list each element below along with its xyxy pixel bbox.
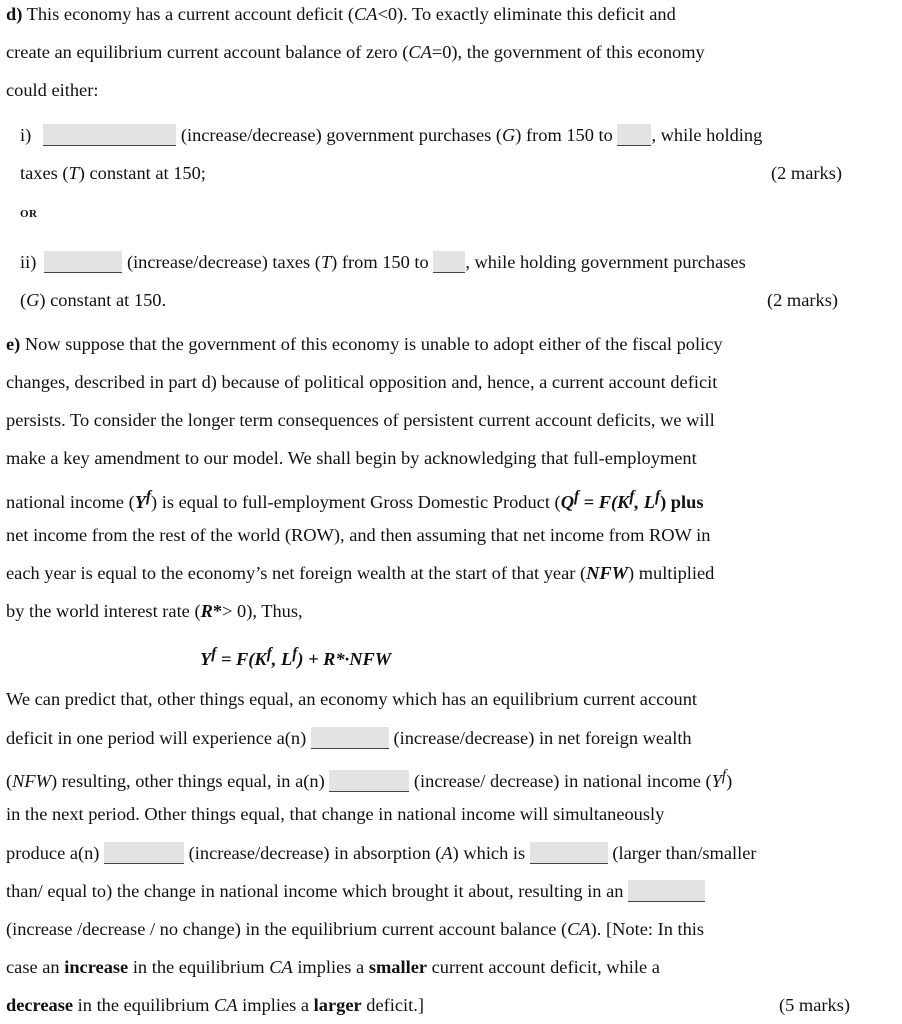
marks-ii: (2 marks) <box>767 290 838 310</box>
text: taxes ( <box>20 163 69 183</box>
text: (increase/decrease) in net foreign wealth <box>388 728 692 748</box>
text: (larger than/smaller <box>607 843 757 863</box>
part-e-line-3: persists. To consider the longer term consequences of persistent current account deficits, we will <box>6 410 715 430</box>
paragraph-line-4: in the next period. Other things equal, that change in national income will simultaneously <box>6 804 665 824</box>
text: , while holding <box>651 125 763 145</box>
text: CA <box>567 919 591 939</box>
text: , while holding government purchases <box>465 252 746 272</box>
paragraph-line-7 <box>6 918 704 940</box>
answer-blank-nfw-change[interactable] <box>311 727 389 749</box>
option-ii-line-1 <box>20 251 746 273</box>
text: (increase/decrease) taxes ( <box>122 252 321 272</box>
text: in the equilibrium <box>73 995 215 1015</box>
text: each year is equal to the economy’s net foreign wealth at the start of that year ( <box>6 563 587 583</box>
text: create an equilibrium current account balance of zero ( <box>6 42 409 62</box>
text: by the world interest rate ( <box>6 601 201 621</box>
paragraph-line-8 <box>6 956 660 978</box>
option-ii-line-2 <box>20 289 872 311</box>
text: G <box>26 290 40 310</box>
text: * <box>212 601 223 621</box>
text: CA <box>214 995 238 1015</box>
paragraph-line-6 <box>6 880 705 902</box>
text: T <box>68 163 79 183</box>
text: decrease <box>6 995 74 1015</box>
text: Now suppose that the government of this economy is unable to adopt either of the fiscal policy <box>20 334 723 354</box>
text: case an <box>6 957 65 977</box>
text: ) from 150 to <box>515 125 618 145</box>
part-e-line-8 <box>6 600 303 622</box>
text: deficit.] <box>361 995 424 1015</box>
option-i-line-1 <box>20 124 762 146</box>
answer-blank-comparison[interactable] <box>530 842 608 864</box>
answer-blank-absorption-change[interactable] <box>104 842 184 864</box>
paragraph-line-3 <box>6 765 732 792</box>
text: f <box>145 488 152 505</box>
option-ii-label: ii) <box>20 252 37 272</box>
part-e-line-6: net income from the rest of the world (ROW), and then assuming that net income from ROW in <box>6 525 711 545</box>
text: larger <box>313 995 362 1015</box>
text: current account deficit, while a <box>427 957 660 977</box>
text: implies a <box>292 957 369 977</box>
text: (increase/ decrease) in national income ( <box>409 771 712 792</box>
text: f <box>573 488 580 505</box>
option-i-line-2 <box>20 162 872 184</box>
text: (increase/decrease) government purchases ( <box>176 125 502 145</box>
text: > 0), Thus, <box>222 601 303 621</box>
part-d-line-2 <box>6 41 705 63</box>
part-d-line-3: could either: <box>6 80 99 100</box>
text: national income ( <box>6 492 135 513</box>
text: deficit in one period will experience a(n) <box>6 728 311 748</box>
text: =0), the government of this economy <box>431 42 705 62</box>
marks-e: (5 marks) <box>779 995 850 1015</box>
part-e-line-1 <box>6 333 723 355</box>
marks-i: (2 marks) <box>771 163 842 183</box>
or-label: OR <box>20 208 38 220</box>
part-d-label: d) <box>6 4 23 24</box>
text: NFW <box>12 771 51 792</box>
text: f <box>654 488 661 505</box>
answer-blank-income-change[interactable] <box>329 770 409 792</box>
text: ) which is <box>452 843 530 863</box>
text: ( <box>20 290 27 310</box>
text: increase <box>64 957 129 977</box>
text: NFW <box>586 563 629 583</box>
text: , L <box>271 649 293 670</box>
text: ( <box>6 771 13 792</box>
answer-blank-i-direction[interactable] <box>43 124 176 146</box>
text: T <box>320 252 332 272</box>
part-e-line-7 <box>6 562 714 584</box>
answer-blank-ii-value[interactable] <box>433 251 465 273</box>
text: = F(K <box>579 492 630 513</box>
text: CA <box>269 957 293 977</box>
text: ) + R*·NFW <box>297 649 392 670</box>
text: Y <box>711 771 722 792</box>
text: ) constant at 150; <box>78 163 206 183</box>
text: in the equilibrium <box>128 957 270 977</box>
text: ) <box>726 771 733 792</box>
national-income-formula <box>200 643 391 670</box>
text: ) constant at 150. <box>39 290 167 310</box>
text: = F(K <box>216 649 267 670</box>
text: ). [Note: In this <box>590 919 705 939</box>
part-e-line-2: changes, described in part d) because of political opposition and, hence, a current account deficit <box>6 372 718 392</box>
text: A <box>441 843 453 863</box>
text: ) is equal to full-employment Gross Domestic Product ( <box>151 492 561 513</box>
text: f <box>721 767 727 784</box>
text: Q <box>560 492 574 513</box>
text: implies a <box>237 995 314 1015</box>
text: This economy has a current account deficit ( <box>22 4 354 24</box>
text: CA <box>353 4 378 24</box>
text: ) from 150 to <box>331 252 434 272</box>
paragraph-line-1: We can predict that, other things equal, an economy which has an equilibrium current account <box>6 689 697 709</box>
text: Y <box>134 492 146 513</box>
text: f <box>629 488 635 505</box>
text: , L <box>634 492 655 513</box>
part-e-label: e) <box>6 334 21 354</box>
part-e-line-5 <box>6 486 704 513</box>
text: G <box>502 125 516 145</box>
text: than/ equal to) the change in national income which brought it about, resulting in an <box>6 881 629 901</box>
text: f <box>292 645 298 662</box>
text: f <box>266 645 272 662</box>
text: <0). To exactly eliminate this deficit and <box>377 4 676 24</box>
text: f <box>211 645 217 662</box>
text: ) resulting, other things equal, in a(n) <box>50 771 330 792</box>
text: smaller <box>368 957 428 977</box>
answer-blank-ca-change[interactable] <box>628 880 705 902</box>
text: ) multiplied <box>628 563 715 583</box>
part-e-line-4: make a key amendment to our model. We shall begin by acknowledging that full-employment <box>6 448 697 468</box>
answer-blank-ii-direction[interactable] <box>44 251 122 273</box>
text: R <box>200 601 213 621</box>
text: (increase/decrease) in absorption ( <box>184 843 442 863</box>
paragraph-line-2 <box>6 727 692 749</box>
paragraph-line-5 <box>6 842 757 864</box>
text: Y <box>200 649 212 670</box>
text: produce a(n) <box>6 843 105 863</box>
option-i-label: i) <box>20 125 32 145</box>
part-d-line-1 <box>6 3 676 25</box>
text: CA <box>408 42 432 62</box>
answer-blank-i-value[interactable] <box>617 124 651 146</box>
paragraph-line-9 <box>6 994 872 1016</box>
text: (increase /decrease / no change) in the equilibrium current account balance ( <box>6 919 568 939</box>
text: ) plus <box>660 492 704 513</box>
